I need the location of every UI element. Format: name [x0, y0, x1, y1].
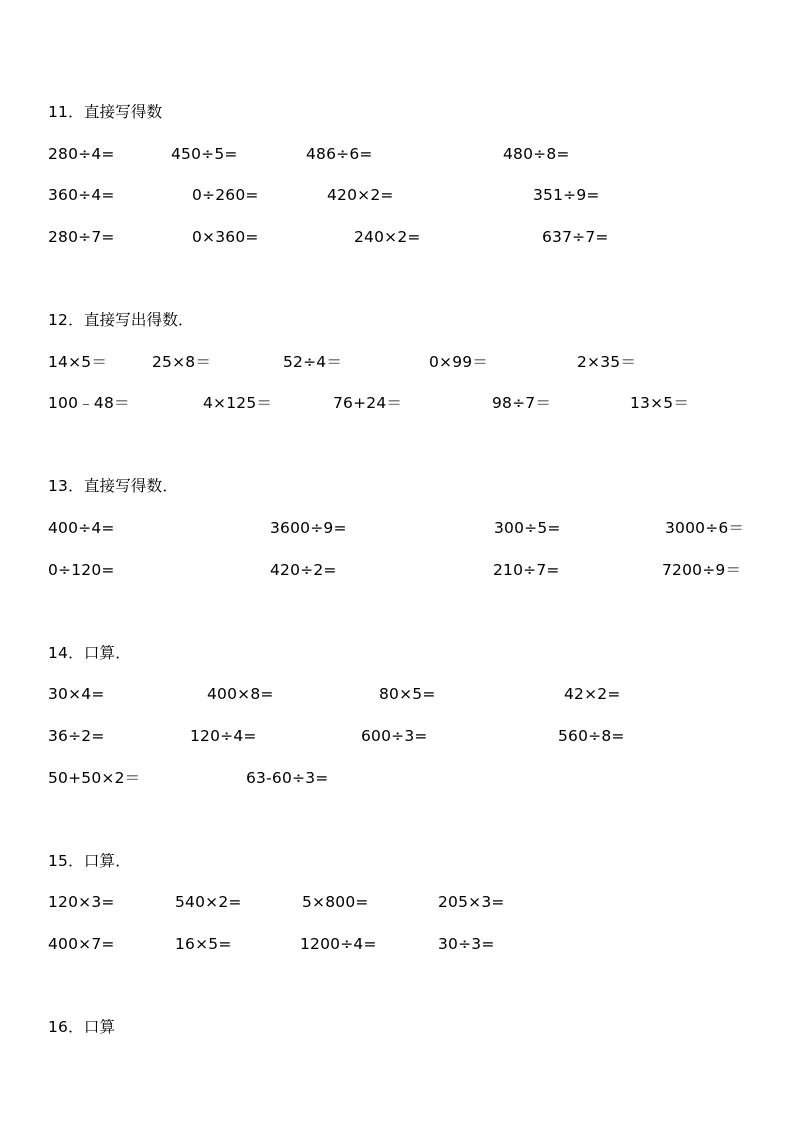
- section-11-heading: 11．直接写得数: [48, 103, 163, 121]
- problem: 30×4=: [48, 685, 105, 703]
- problem: 486÷6=: [306, 145, 373, 163]
- problem: 3000÷6＝: [665, 519, 745, 537]
- problem: 400×7=: [48, 935, 115, 953]
- problem: 14×5＝: [48, 353, 108, 371]
- problem: 80×5=: [379, 685, 436, 703]
- section-12-heading: 12．直接写出得数．: [48, 311, 194, 329]
- problem: 50+50×2＝: [48, 769, 141, 787]
- section-13-heading: 13．直接写得数．: [48, 477, 179, 495]
- problem: 300÷5=: [494, 519, 561, 537]
- problem: 4×125＝: [203, 394, 273, 412]
- problem: 42×2=: [564, 685, 621, 703]
- problem: 16×5=: [175, 935, 232, 953]
- problem: 351÷9=: [533, 186, 600, 204]
- section-15-heading: 15．口算．: [48, 852, 131, 870]
- problem: 100﹣48＝: [48, 394, 130, 412]
- problem: 280÷4=: [48, 145, 115, 163]
- problem: 120÷4=: [190, 727, 257, 745]
- problem: 0÷260=: [192, 186, 259, 204]
- problem: 63-60÷3=: [246, 769, 329, 787]
- problem: 1200÷4=: [300, 935, 377, 953]
- problem: 540×2=: [175, 893, 242, 911]
- section-16-heading: 16．口算: [48, 1018, 116, 1036]
- problem: 480÷8=: [503, 145, 570, 163]
- problem: 400×8=: [207, 685, 274, 703]
- problem: 3600÷9=: [270, 519, 347, 537]
- problem: 400÷4=: [48, 519, 115, 537]
- problem: 30÷3=: [438, 935, 495, 953]
- problem: 637÷7=: [542, 228, 609, 246]
- problem: 2×35＝: [577, 353, 637, 371]
- problem: 0×99＝: [429, 353, 489, 371]
- problem: 280÷7=: [48, 228, 115, 246]
- problem: 5×800=: [302, 893, 369, 911]
- problem: 420×2=: [327, 186, 394, 204]
- problem: 13×5＝: [630, 394, 690, 412]
- problem: 240×2=: [354, 228, 421, 246]
- problem: 0÷120=: [48, 561, 115, 579]
- problem: 450÷5=: [171, 145, 238, 163]
- problem: 560÷8=: [558, 727, 625, 745]
- problem: 420÷2=: [270, 561, 337, 579]
- problem: 360÷4=: [48, 186, 115, 204]
- problem: 36÷2=: [48, 727, 105, 745]
- problem: 205×3=: [438, 893, 505, 911]
- problem: 600÷3=: [361, 727, 428, 745]
- problem: 210÷7=: [493, 561, 560, 579]
- problem: 120×3=: [48, 893, 115, 911]
- problem: 52÷4＝: [283, 353, 343, 371]
- problem: 0×360=: [192, 228, 259, 246]
- problem: 7200÷9＝: [662, 561, 742, 579]
- problem: 25×8＝: [152, 353, 212, 371]
- problem: 76+24＝: [333, 394, 403, 412]
- section-14-heading: 14．口算．: [48, 644, 131, 662]
- problem: 98÷7＝: [492, 394, 552, 412]
